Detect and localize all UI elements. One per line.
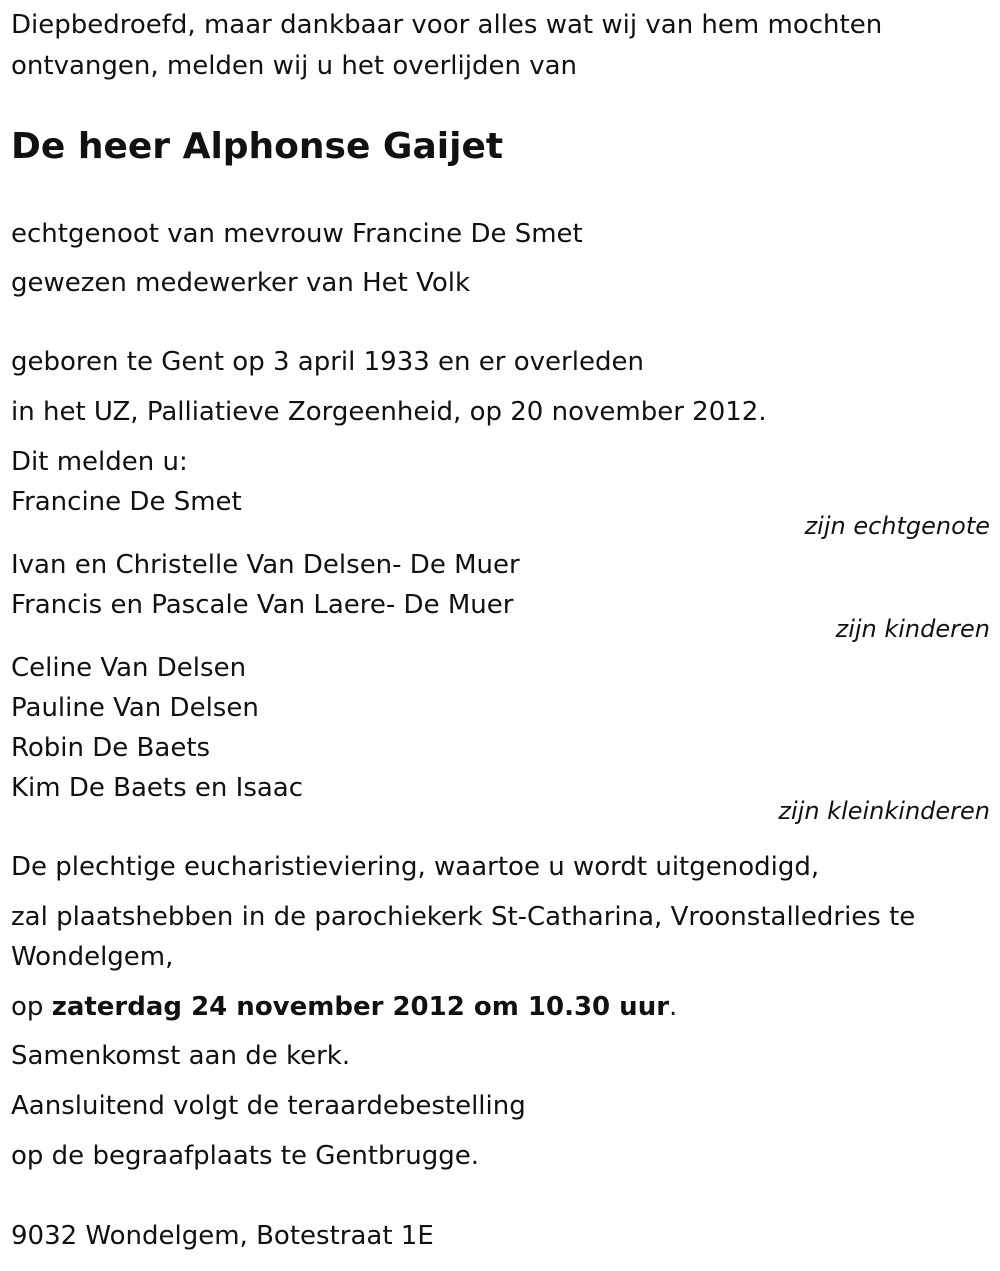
deceased-name: De heer Alphonse Gaijet	[11, 126, 504, 167]
intro-line-1: Diepbedroefd, maar dankbaar voor alles wat wij van hem mochten	[11, 10, 883, 40]
announcer-name: Ivan en Christelle Van Delsen- De Muer	[11, 550, 520, 580]
announcer-name: Robin De Baets	[11, 733, 211, 763]
announcer-role-grandchildren: zijn kleinkinderen	[778, 797, 990, 825]
ceremony-date-line	[11, 987, 677, 1027]
burial-line-2: op de begraafplaats te Gentbrugge.	[11, 1141, 479, 1171]
birth-death-line-2: in het UZ, Palliatieve Zorgeenheid, op 20 november 2012.	[11, 397, 767, 427]
ceremony-line-2: zal plaatshebben in de parochiekerk St-Catharina, Vroonstalledries te	[11, 902, 916, 932]
ceremony-line-3: Wondelgem,	[11, 942, 174, 972]
ceremony-date-suffix: .	[669, 992, 678, 1022]
gathering-line: Samenkomst aan de kerk.	[11, 1041, 351, 1071]
spouse-relation: echtgenoot van mevrouw Francine De Smet	[11, 219, 583, 249]
ceremony-line-1: De plechtige eucharistieviering, waartoe u wordt uitgenodigd,	[11, 852, 820, 882]
announcer-name: Pauline Van Delsen	[11, 693, 259, 723]
ceremony-date-prefix: op	[11, 992, 52, 1022]
burial-line-1: Aansluitend volgt de teraardebestelling	[11, 1091, 526, 1121]
work-relation: gewezen medewerker van Het Volk	[11, 268, 471, 298]
ceremony-date: zaterdag 24 november 2012 om 10.30 uur	[51, 992, 670, 1022]
announcer-role-spouse: zijn echtgenote	[804, 512, 990, 540]
announcers-heading: Dit melden u:	[11, 447, 188, 477]
announcer-name: Celine Van Delsen	[11, 653, 247, 683]
birth-death-line-1: geboren te Gent op 3 april 1933 en er overleden	[11, 347, 644, 377]
intro-line-2: ontvangen, melden wij u het overlijden van	[11, 51, 578, 81]
announcer-name: Francine De Smet	[11, 487, 242, 517]
announcer-name: Francis en Pascale Van Laere- De Muer	[11, 590, 514, 620]
address: 9032 Wondelgem, Botestraat 1E	[11, 1221, 434, 1251]
announcer-name: Kim De Baets en Isaac	[11, 773, 304, 803]
announcer-role-children: zijn kinderen	[835, 615, 990, 643]
